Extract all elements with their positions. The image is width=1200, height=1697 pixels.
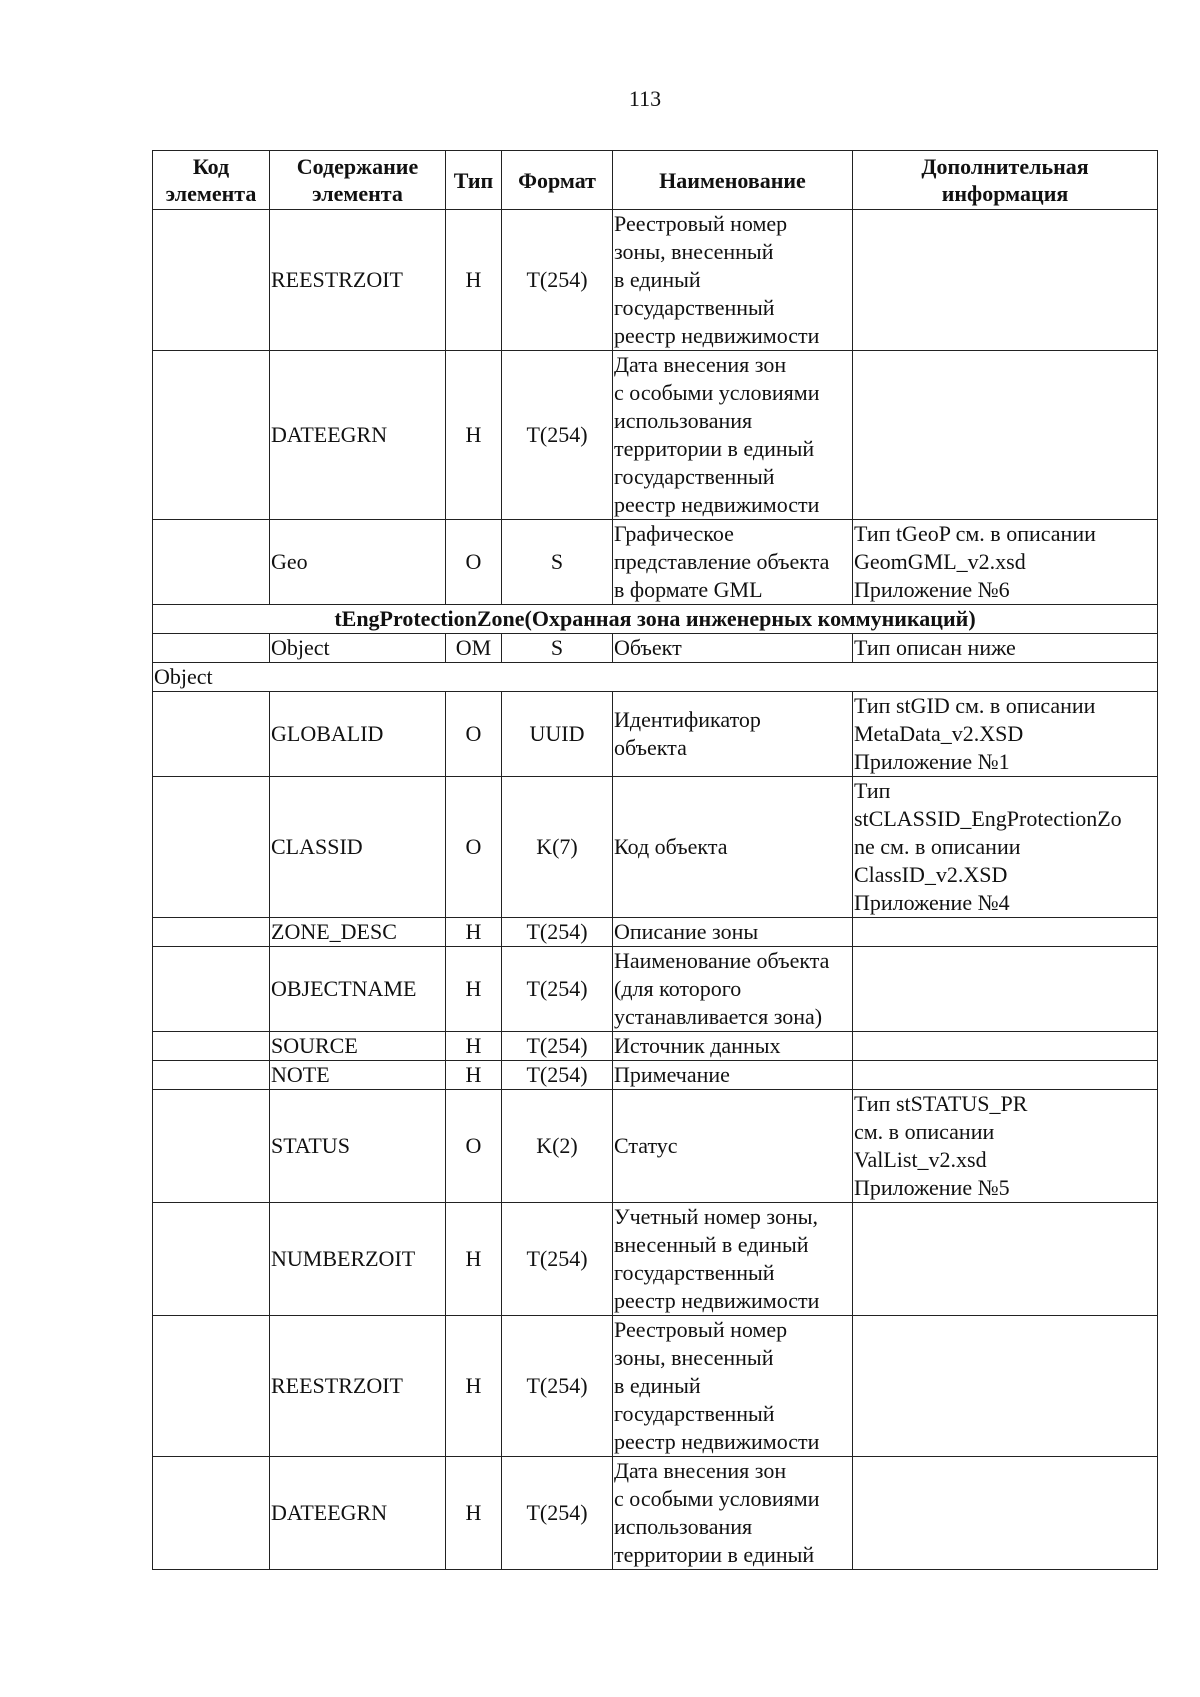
element-code-cell <box>153 520 270 605</box>
additional-info-cell <box>853 351 1158 520</box>
specification-table <box>152 150 1158 1570</box>
type-cell: ОМ <box>446 634 502 663</box>
name-cell: Описание зоны <box>613 918 853 947</box>
name-cell: Дата внесения зон с особыми условиями использования территории в единый государственный реестр недвижимости <box>613 351 853 520</box>
type-cell: Н <box>446 351 502 520</box>
subsection-title: Object <box>153 663 1158 692</box>
format-cell: T(254) <box>502 1457 613 1570</box>
format-cell: T(254) <box>502 947 613 1032</box>
format-cell: K(7) <box>502 777 613 918</box>
table-row <box>153 918 1158 947</box>
name-cell: Примечание <box>613 1061 853 1090</box>
additional-info-cell: Тип описан ниже <box>853 634 1158 663</box>
header-additional-info: Дополнительная информация <box>853 151 1158 210</box>
type-cell: Н <box>446 918 502 947</box>
table-row <box>153 1032 1158 1061</box>
element-code-cell <box>153 1061 270 1090</box>
element-code-cell <box>153 692 270 777</box>
page-number: 113 <box>628 86 662 111</box>
element-content-cell: NUMBERZOIT <box>270 1203 446 1316</box>
additional-info-cell <box>853 1457 1158 1570</box>
format-cell: T(254) <box>502 1203 613 1316</box>
table-row <box>153 777 1158 918</box>
header-name: Наименование <box>613 151 853 210</box>
element-code-cell <box>153 351 270 520</box>
table-row <box>153 520 1158 605</box>
element-content-cell: GLOBALID <box>270 692 446 777</box>
element-code-cell <box>153 947 270 1032</box>
name-cell: Реестровый номер зоны, внесенный в единый государственный реестр недвижимости <box>613 1316 853 1457</box>
table-body <box>153 210 1158 1570</box>
name-cell: Статус <box>613 1090 853 1203</box>
type-cell: Н <box>446 1457 502 1570</box>
additional-info-cell <box>853 918 1158 947</box>
table-row <box>153 634 1158 663</box>
element-code-cell <box>153 1203 270 1316</box>
element-content-cell: ZONE_DESC <box>270 918 446 947</box>
table-row <box>153 692 1158 777</box>
format-cell: T(254) <box>502 1061 613 1090</box>
type-cell: Н <box>446 1032 502 1061</box>
element-code-cell <box>153 1090 270 1203</box>
name-cell: Код объекта <box>613 777 853 918</box>
name-cell: Дата внесения зон с особыми условиями использования территории в единый <box>613 1457 853 1570</box>
header-element-code: Код элемента <box>153 151 270 210</box>
element-content-cell: DATEEGRN <box>270 1457 446 1570</box>
type-cell: О <box>446 520 502 605</box>
type-cell: О <box>446 1090 502 1203</box>
format-cell: T(254) <box>502 210 613 351</box>
additional-info-cell <box>853 1032 1158 1061</box>
additional-info-cell <box>853 1316 1158 1457</box>
header-type: Тип <box>446 151 502 210</box>
name-cell: Реестровый номер зоны, внесенный в единый государственный реестр недвижимости <box>613 210 853 351</box>
header-element-content: Содержание элемента <box>270 151 446 210</box>
type-cell: Н <box>446 210 502 351</box>
element-content-cell: DATEEGRN <box>270 351 446 520</box>
type-cell: Н <box>446 1203 502 1316</box>
element-content-cell: CLASSID <box>270 777 446 918</box>
element-content-cell: OBJECTNAME <box>270 947 446 1032</box>
subsection-header-row <box>153 663 1158 692</box>
format-cell: T(254) <box>502 1316 613 1457</box>
additional-info-cell <box>853 947 1158 1032</box>
element-content-cell: REESTRZOIT <box>270 210 446 351</box>
format-cell: T(254) <box>502 1032 613 1061</box>
element-code-cell <box>153 634 270 663</box>
type-cell: О <box>446 777 502 918</box>
section-header-row <box>153 605 1158 634</box>
table-row <box>153 1061 1158 1090</box>
table-row <box>153 1090 1158 1203</box>
element-content-cell: NOTE <box>270 1061 446 1090</box>
element-code-cell <box>153 1032 270 1061</box>
element-content-cell: REESTRZOIT <box>270 1316 446 1457</box>
table-header-row <box>153 151 1158 210</box>
element-code-cell <box>153 1457 270 1570</box>
name-cell: Учетный номер зоны, внесенный в единый государственный реестр недвижимости <box>613 1203 853 1316</box>
name-cell: Наименование объекта (для которого устанавливается зона) <box>613 947 853 1032</box>
table-row <box>153 1457 1158 1570</box>
table-row <box>153 210 1158 351</box>
format-cell: S <box>502 634 613 663</box>
element-content-cell: SOURCE <box>270 1032 446 1061</box>
additional-info-cell <box>853 210 1158 351</box>
format-cell: S <box>502 520 613 605</box>
table-row <box>153 1316 1158 1457</box>
additional-info-cell: Тип stSTATUS_PR см. в описании ValList_v2.xsd Приложение №5 <box>853 1090 1158 1203</box>
additional-info-cell: Тип tGeoP см. в описании GeomGML_v2.xsd Приложение №6 <box>853 520 1158 605</box>
element-code-cell <box>153 210 270 351</box>
name-cell: Графическое представление объекта в формате GML <box>613 520 853 605</box>
type-cell: О <box>446 692 502 777</box>
type-cell: Н <box>446 1316 502 1457</box>
table-row <box>153 351 1158 520</box>
element-code-cell <box>153 918 270 947</box>
additional-info-cell <box>853 1203 1158 1316</box>
format-cell: UUID <box>502 692 613 777</box>
format-cell: T(254) <box>502 351 613 520</box>
additional-info-cell: Тип stCLASSID_EngProtectionZo ne см. в описании ClassID_v2.XSD Приложение №4 <box>853 777 1158 918</box>
format-cell: T(254) <box>502 918 613 947</box>
element-code-cell <box>153 1316 270 1457</box>
section-title: tEngProtectionZone(Охранная зона инженерных коммуникаций) <box>153 605 1158 634</box>
element-content-cell: Geo <box>270 520 446 605</box>
element-content-cell: Object <box>270 634 446 663</box>
element-code-cell <box>153 777 270 918</box>
format-cell: K(2) <box>502 1090 613 1203</box>
specification-table-container <box>152 150 1158 1570</box>
table-row <box>153 1203 1158 1316</box>
table-row <box>153 947 1158 1032</box>
name-cell: Идентификатор объекта <box>613 692 853 777</box>
element-content-cell: STATUS <box>270 1090 446 1203</box>
header-format: Формат <box>502 151 613 210</box>
additional-info-cell: Тип stGID см. в описании MetaData_v2.XSD Приложение №1 <box>853 692 1158 777</box>
type-cell: Н <box>446 1061 502 1090</box>
additional-info-cell <box>853 1061 1158 1090</box>
name-cell: Объект <box>613 634 853 663</box>
name-cell: Источник данных <box>613 1032 853 1061</box>
type-cell: Н <box>446 947 502 1032</box>
